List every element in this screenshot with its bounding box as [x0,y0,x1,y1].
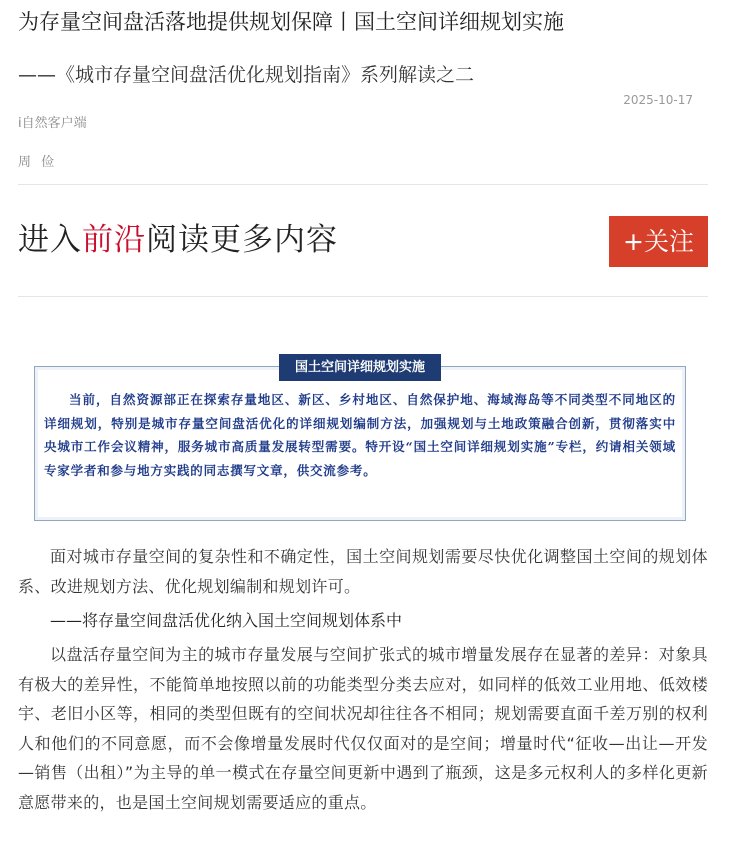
promo-prefix: 进入 [18,222,82,258]
article-source[interactable]: i自然客户端 [18,116,87,131]
follow-button[interactable]: +关注 [609,216,708,267]
publish-date: 2025-10-17 [623,93,693,107]
column-intro-text: 当前，自然资源部正在探索存量地区、新区、乡村地区、自然保护地、海域海岛等不同类型不同地区的详细规划，特别是城市存量空间盘活优化的详细规划编制方法，加强规划与土地政策融合创新，贯彻落实中央城市工作会议精神，服务城市高质量发展转型需要。特开设“国土空间详细规划实施”专栏，约请相关领域专家学者和参与地方实践的同志撰写文章，供交流参考。 [44,392,676,478]
article-subtitle: ——《城市存量空间盘活优化规划指南》系列解读之二 [18,64,475,86]
divider-top [18,184,708,185]
article-title: 为存量空间盘活落地提供规划保障丨国土空间详细规划实施 [18,10,564,34]
article-author: 周 俭 [18,155,58,170]
promo-banner [18,218,338,262]
divider-bottom [18,296,708,297]
promo-suffix: 阅读更多内容 [146,222,338,258]
column-label: 国土空间详细规划实施 [279,354,441,381]
body-paragraph-1: 面对城市存量空间的复杂性和不确定性，国土空间规划需要尽快优化调整国土空间的规划体系、改进规划方法、优化规划编制和规划许可。 [18,547,708,596]
section-heading: ——将存量空间盘活优化纳入国土空间规划体系中 [50,611,403,630]
promo-highlight: 前沿 [82,222,146,258]
body-paragraph-2: 以盘活存量空间为主的城市存量发展与空间扩张式的城市增量发展存在显著的差异：对象具有极大的差异性，不能简单地按照以前的功能类型分类去应对，如同样的低效工业用地、低效楼宇、老旧小区等，相同的类型但既有的空间状况却往往各不相同；规划需要直面千差万别的权利人和他们的不同意愿，而不会像增量发展时代仅仅面对的是空间；增量时代“征收—出让—开发—销售（出租）”为主导的单一模式在存量空间更新中遇到了瓶颈，这是多元权利人的多样化更新意愿带来的，也是国土空间规划需要适应的重点。 [18,645,708,812]
